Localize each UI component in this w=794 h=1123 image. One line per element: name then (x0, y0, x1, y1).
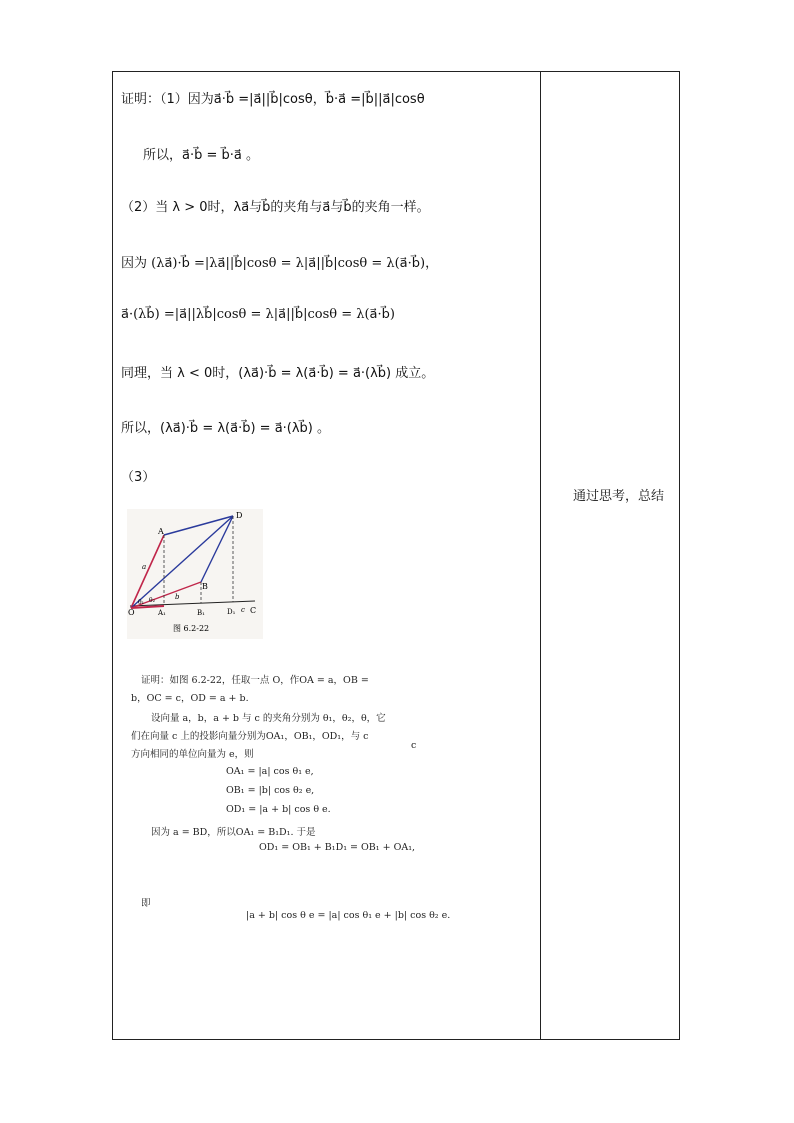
label-b1: B₁ (197, 609, 205, 617)
label-a1: A₁ (158, 609, 166, 617)
proof-line-7: 所以，(λa⃗)·b⃗ = λ(a⃗·b⃗) = a⃗·(λb⃗) 。 (121, 421, 331, 436)
label-theta1: θ₁ (138, 599, 145, 606)
label-theta2: θ₂ (149, 597, 156, 604)
figure-background (127, 509, 263, 639)
label-c: C (250, 606, 257, 615)
proof-line-2: 所以，a⃗·b⃗ = b⃗·a⃗ 。 (143, 148, 259, 163)
scan-stray-mark: c (411, 740, 417, 751)
scan-line-6: OA₁ = |a| cos θ₁ e, (226, 766, 314, 777)
lesson-table (112, 71, 680, 1040)
scan-line-4: 们在向量 c 上的投影向量分别为OA₁，OB₁，OD₁，与 c (131, 731, 369, 742)
label-b: B (202, 582, 208, 591)
proof-line-1: 证明：（1）因为a⃗·b⃗ =|a⃗||b⃗|cosθ，b⃗·a⃗ =|b⃗||a⃗|cosθ (121, 92, 425, 107)
label-o: O (128, 608, 135, 617)
scan-line-11: 即 (141, 898, 151, 909)
scan-line-5: 方向相同的单位向量为 e，则 (131, 749, 254, 760)
label-vec-b: b (175, 593, 180, 601)
label-vec-c: c (241, 606, 245, 614)
label-vec-a: a (142, 563, 147, 571)
column-divider (540, 72, 541, 1039)
scan-line-3: 设向量 a，b，a + b 与 c 的夹角分别为 θ₁，θ₂，θ，它 (151, 713, 386, 724)
proof-line-4: 因为 (λa⃗)·b⃗ =|λa⃗||b⃗|cosθ = λ|a⃗||b⃗|cosθ = λ(a⃗·b⃗)， (121, 256, 439, 271)
label-d: D (236, 511, 243, 520)
right-column-note: 通过思考，总结 (573, 489, 665, 504)
scan-line-1: 证明：如图 6.2-22，任取一点 O，作OA = a，OB = (141, 675, 369, 686)
label-a: A (158, 527, 164, 536)
figure-caption: 图 6.2-22 (173, 624, 210, 633)
scan-line-12: |a + b| cos θ e = |a| cos θ₁ e + |b| cos θ₂ e. (246, 910, 451, 921)
scan-line-10: OD₁ = OB₁ + B₁D₁ = OB₁ + OA₁, (259, 842, 416, 853)
scan-line-2: b，OC = c，OD = a + b. (131, 693, 249, 704)
vector-figure (127, 509, 263, 639)
proof-line-3: （2）当 λ > 0时，λa⃗与b⃗的夹角与a⃗与b⃗的夹角一样。 (121, 200, 430, 215)
scanned-proof (131, 664, 451, 934)
part-3-label: （3） (121, 470, 156, 485)
scan-line-8: OD₁ = |a + b| cos θ e. (226, 804, 331, 815)
label-d1: D₁ (227, 608, 236, 616)
proof-line-5: a⃗·(λb⃗) =|a⃗||λb⃗|cosθ = λ|a⃗||b⃗|cosθ = λ(a⃗·b⃗) (121, 307, 395, 322)
scan-line-7: OB₁ = |b| cos θ₂ e, (226, 785, 315, 796)
proof-line-6: 同理，当 λ < 0时，(λa⃗)·b⃗ = λ(a⃗·b⃗) = a⃗·(λb⃗) 成立。 (121, 366, 435, 381)
scan-line-9: 因为 a = BD，所以OA₁ = B₁D₁. 于是 (151, 827, 316, 838)
